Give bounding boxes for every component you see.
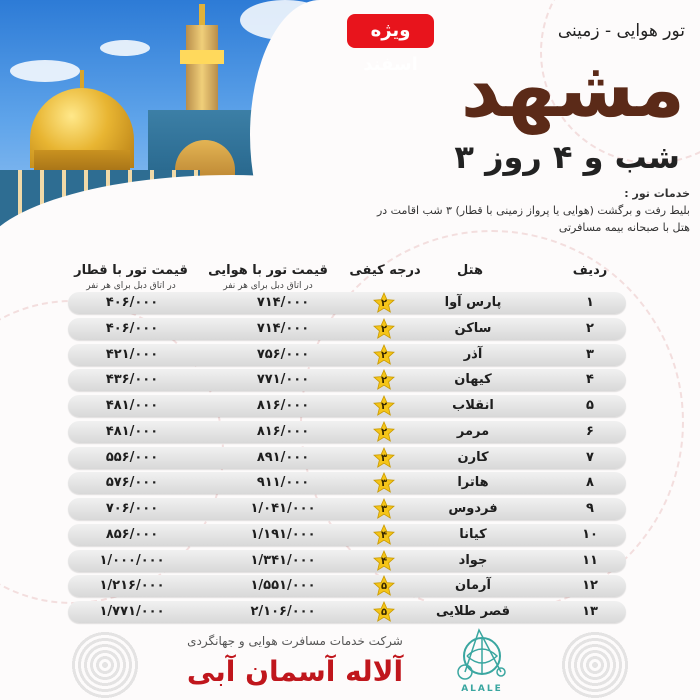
row-hotel: آرمان: [455, 578, 491, 594]
row-rank: ۷: [586, 449, 594, 465]
row-rail-price: ۸۵۶/۰۰۰: [105, 526, 159, 542]
row-rail-price: ۱/۲۱۶/۰۰۰: [99, 578, 165, 594]
row-air-price: ۱/۰۴۱/۰۰۰: [250, 501, 316, 516]
row-rank: ۳: [586, 346, 594, 362]
company-subtitle: شرکت خدمات مسافرت هوایی و جهانگردی: [187, 634, 403, 648]
row-grade: [362, 472, 406, 494]
services-title: خدمات تور :: [624, 187, 690, 200]
row-rail-price: ۴۲۱/۰۰۰: [105, 346, 159, 362]
row-air-price: ۷۷۱/۰۰۰: [256, 372, 310, 388]
table-row: [68, 292, 626, 314]
row-grade: [362, 447, 406, 469]
row-grade-value: ۲: [380, 401, 388, 412]
row-rail-price: ۵۵۶/۰۰۰: [105, 449, 159, 465]
row-grade: [362, 344, 406, 366]
header-rank: [560, 262, 620, 280]
table-row: [68, 421, 626, 443]
row-grade-value: ۵: [380, 607, 388, 618]
footer-ornament: [560, 630, 630, 700]
row-grade-value: ۴: [380, 529, 388, 541]
row-air-price: ۸۹۱/۰۰۰: [256, 449, 310, 465]
header-rail-sublabel: در اتاق دبل برای هر نفر: [86, 281, 176, 291]
row-air-price: ۱/۱۹۱/۰۰۰: [250, 526, 316, 542]
star-icon: [373, 395, 395, 417]
row-hotel: کیهان: [454, 372, 492, 388]
table-row: [68, 318, 626, 340]
row-hotel: قصر طلایی: [435, 604, 511, 619]
row-grade: [362, 421, 406, 443]
row-rank: ۱۳: [582, 604, 598, 619]
footer: [0, 612, 700, 700]
star-icon: [373, 344, 395, 366]
row-grade-value: ۲: [380, 426, 388, 438]
star-icon: [373, 575, 395, 597]
row-air-price: ۲/۱۰۶/۰۰۰: [250, 604, 316, 619]
row-rank: ۸: [586, 475, 594, 491]
footer-ornament: [70, 630, 140, 700]
row-hotel: پارس آوا: [444, 295, 502, 310]
table-row: [68, 498, 626, 520]
cloud: [100, 40, 150, 56]
row-air-price: ۷۵۶/۰۰۰: [256, 346, 310, 362]
row-grade-value: ۲: [380, 375, 388, 387]
destination-title: مشهد: [460, 45, 685, 135]
row-grade: [362, 395, 406, 417]
row-grade-value: ۲: [380, 349, 388, 361]
row-hotel: مرمر: [456, 423, 490, 439]
tour-duration: ۳ شب و ۴ روز: [454, 138, 680, 176]
row-rank: ۲: [586, 320, 594, 336]
row-air-price: ۱/۵۵۱/۰۰۰: [250, 578, 316, 594]
row-hotel: کیانا: [459, 526, 487, 542]
star-icon: [373, 292, 395, 314]
row-grade-value: ۳: [380, 504, 388, 515]
star-icon: [373, 524, 395, 546]
row-grade-value: ۴: [380, 555, 388, 567]
row-rank: ۱۰: [582, 526, 598, 542]
header-rail-label: قیمت تور با قطار: [74, 263, 188, 278]
header-rail-price: [66, 262, 196, 292]
star-icon: [373, 550, 395, 572]
header-grade: [340, 262, 430, 280]
services-line: بلیط رفت و برگشت (هوایی یا پرواز زمینی با قطار) ۳ شب اقامت در: [376, 204, 690, 217]
header-air-sublabel: در اتاق دبل برای هر نفر: [223, 281, 313, 291]
minaret-balcony: [180, 50, 224, 64]
star-icon: [373, 447, 395, 469]
header-air-label: قیمت تور با هوایی: [208, 263, 328, 278]
table-row: [68, 472, 626, 494]
globe-bicycle-icon: [443, 626, 521, 684]
row-air-price: ۷۱۴/۰۰۰: [256, 320, 310, 336]
hero-shrine-image: [0, 0, 350, 270]
star-icon: [373, 421, 395, 443]
row-air-price: ۷۱۴/۰۰۰: [256, 295, 310, 310]
row-grade: [362, 550, 406, 572]
star-icon: [373, 369, 395, 391]
row-rail-price: ۴۳۶/۰۰۰: [105, 372, 159, 388]
row-grade: [362, 292, 406, 314]
row-grade-value: ۳: [380, 478, 388, 490]
star-icon: [373, 472, 395, 494]
tour-services: [320, 186, 690, 236]
price-table: [68, 292, 626, 627]
row-grade: [362, 369, 406, 391]
row-rail-price: ۱/۰۰۰/۰۰۰: [99, 552, 165, 568]
row-grade-value: ۲: [380, 298, 388, 309]
row-rail-price: ۴۰۶/۰۰۰: [105, 320, 159, 336]
row-grade: [362, 524, 406, 546]
table-row: [68, 344, 626, 366]
header-grade-label: درجه کیفی: [349, 263, 421, 278]
tour-type: تور هوایی - زمینی: [557, 21, 685, 41]
logo-text: ALALE: [461, 684, 503, 694]
row-rank: ۱۲: [582, 578, 598, 594]
company-name: آلاله آسمان آبی: [186, 655, 404, 688]
star-icon: [373, 318, 395, 340]
row-rail-price: ۴۰۶/۰۰۰: [105, 295, 159, 310]
header-air-price: [198, 262, 338, 292]
header-rank-label: ردیف: [572, 263, 608, 278]
row-grade: [362, 498, 406, 520]
row-hotel: آذر: [463, 346, 483, 362]
row-rail-price: ۵۷۶/۰۰۰: [105, 475, 159, 491]
row-air-price: ۱/۳۴۱/۰۰۰: [250, 552, 316, 568]
star-icon: [373, 498, 395, 520]
row-rank: ۴: [586, 372, 594, 388]
row-rail-price: ۱/۷۷۱/۰۰۰: [99, 604, 165, 619]
row-air-price: ۸۱۶/۰۰۰: [256, 398, 310, 413]
row-rank: ۱: [586, 295, 594, 310]
row-rank: ۶: [586, 423, 594, 439]
cloud: [10, 60, 80, 82]
row-hotel: فردوس: [448, 501, 498, 516]
row-rail-price: ۷۰۶/۰۰۰: [105, 501, 159, 516]
row-air-price: ۸۱۶/۰۰۰: [256, 423, 310, 439]
header-hotel: [430, 262, 510, 280]
table-row: [68, 550, 626, 572]
row-hotel: ساکن: [454, 320, 492, 336]
row-rail-price: ۴۸۱/۰۰۰: [105, 423, 159, 439]
table-row: [68, 447, 626, 469]
row-hotel: هاترا: [457, 475, 489, 491]
row-hotel: کارن: [457, 449, 489, 465]
row-grade-value: ۵: [380, 581, 388, 593]
row-grade-value: ۳: [380, 452, 388, 464]
row-grade: [362, 575, 406, 597]
company-logo: [443, 626, 521, 698]
row-hotel: جواد: [458, 552, 488, 568]
table-row: [68, 524, 626, 546]
row-grade-value: ۲: [380, 323, 388, 335]
row-rank: ۵: [586, 398, 594, 413]
promo-badge: ویژه اسفند: [347, 14, 434, 48]
row-rail-price: ۴۸۱/۰۰۰: [105, 398, 159, 413]
services-line: هتل با صبحانه بیمه مسافرتی: [558, 221, 690, 234]
row-air-price: ۹۱۱/۰۰۰: [256, 475, 310, 491]
row-hotel: انقلاب: [452, 398, 494, 413]
header-hotel-label: هتل: [457, 263, 483, 278]
row-rank: ۹: [586, 501, 594, 516]
table-row: [68, 575, 626, 597]
table-row: [68, 369, 626, 391]
row-rank: ۱۱: [582, 552, 598, 568]
row-grade: [362, 318, 406, 340]
table-row: [68, 395, 626, 417]
